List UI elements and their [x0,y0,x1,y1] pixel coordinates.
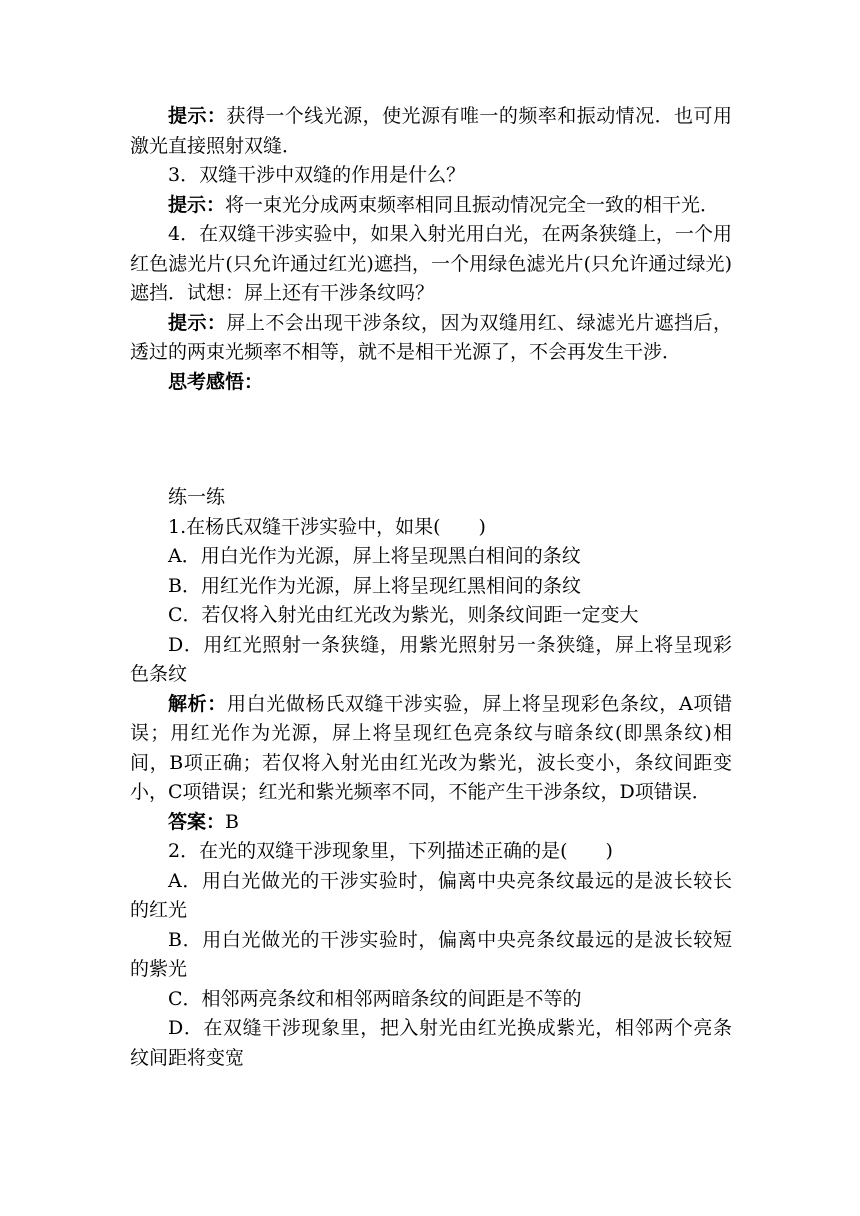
practice-heading: 练一练 [168,486,226,508]
hint-paragraph-4 [130,309,732,368]
practice-q1-option-b: B．用红光作为光源，屏上将呈现红黑相间的条纹 [168,574,581,597]
hint-text: 获得一个线光源，使光源有唯一的频率和振动情况．也可用激光直接照射双缝． [130,105,732,157]
question-4: 4．在双缝干涉实验中，如果入射光用白光，在两条狭缝上，一个用红色滤光片(只允许通过红光)遮挡，一个用绿色滤光片(只允许通过绿光)遮挡．试想：屏上还有干涉条纹吗？ [130,223,732,304]
hint-label: 提示： [168,105,227,127]
hint-label: 提示： [168,193,226,216]
practice-q2-option-b: B．用白光做光的干涉实验时，偏离中央亮条纹最远的是波长较短的紫光 [130,928,732,980]
answer-text: B [225,810,239,833]
practice-q1-option-a: A．用白光作为光源，屏上将呈现黑白相间的条纹 [168,545,581,567]
think-section-label [130,368,732,398]
practice-q1-option-c: C．若仅将入射光由红光改为紫光，则条纹间距一定变大 [168,604,639,626]
practice-q1-answer [130,808,732,838]
think-label: 思考感悟： [168,370,264,393]
question-3: 3．双缝干涉中双缝的作用是什么？ [168,164,466,186]
hint-paragraph-1 [130,102,732,161]
analysis-label: 解析： [168,692,227,715]
hint-text: 屏上不会出现干涉条纹，因为双缝用红、绿滤光片遮挡后，透过的两束光频率不相等，就不是相干光源了，不会再发生干涉． [130,311,732,363]
practice-q1-analysis [130,690,732,808]
hint-text: 将一束光分成两束频率相同且振动情况完全一致的相干光． [225,193,720,216]
practice-q1-stem: 1.在杨氏双缝干涉实验中，如果( ) [168,515,486,538]
practice-q2-option-d: D．在双缝干涉现象里，把入射光由红光换成紫光，相邻两个亮条纹间距将变宽 [130,1017,732,1069]
document-page [130,102,732,1073]
practice-q2-option-a: A．用白光做光的干涉实验时，偏离中央亮条纹最远的是波长较长的红光 [130,869,732,921]
practice-q2-option-c: C．相邻两亮条纹和相邻两暗条纹的间距是不等的 [168,987,582,1010]
hint-label: 提示： [168,311,227,334]
practice-q1-option-d: D．用红光照射一条狭缝，用紫光照射另一条狭缝，屏上将呈现彩色条纹 [130,633,732,685]
think-blank-area [130,397,732,483]
hint-paragraph-3 [130,191,732,221]
analysis-text: 用白光做杨氏双缝干涉实验，屏上将呈现彩色条纹，A项错误；用红光作为光源，屏上将呈现红色亮条纹与暗条纹(即黑条纹)相间，B项正确；若仅将入射光由红光改为紫光，波长变小，条纹间距变小，C项错误；红光和紫光频率不同，不能产生干涉条纹，D项错误． [130,692,732,803]
practice-q2-stem: 2．在光的双缝干涉现象里，下列描述正确的是( ) [168,840,613,862]
answer-label: 答案： [168,810,226,833]
